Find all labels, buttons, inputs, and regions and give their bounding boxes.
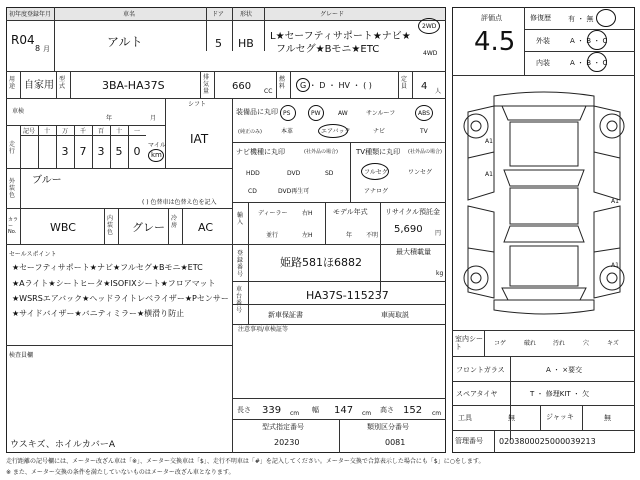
sales-line-1: ★セーフティサポート★ナビ★フルセグ★Bモニ★ETC — [12, 263, 203, 272]
mgmt-value: 0203800025000039213 — [499, 437, 596, 446]
eq-pw: PW — [311, 110, 321, 117]
import-dealer: ディーラー — [258, 210, 288, 217]
warranty-label: 新車保証書 — [268, 311, 303, 319]
model-year-label: モデル年式 — [333, 208, 368, 216]
shape-value: HB — [238, 37, 254, 50]
first-reg-month: 8 — [35, 44, 41, 53]
color-value: ブルー — [32, 175, 62, 186]
reg-number: 姫路581ほ6882 — [280, 256, 362, 269]
navi-dvd: DVD — [287, 170, 301, 177]
cat-value: 0081 — [385, 438, 406, 447]
eq-tv: TV — [420, 128, 428, 135]
capacity-value: 4 — [421, 81, 428, 92]
shift-value: IAT — [190, 132, 209, 146]
drive-2wd: 2WD — [422, 23, 437, 30]
width-label: 幅 — [312, 406, 319, 414]
tv-fullseg: フルセグ — [364, 169, 388, 176]
repair-label: 修復歴 — [530, 14, 551, 22]
tv-oneseg: ワンセグ — [408, 169, 433, 176]
grade-line-2: フルセグ★Bモニ★ETC — [276, 44, 380, 55]
interior-grade-label: 内装 — [536, 59, 550, 67]
grade-line-1: L★セーフティサポート★ナビ★ — [270, 31, 411, 42]
mileage-digit: 0 — [133, 145, 141, 158]
mileage-unit-label: 十 — [115, 128, 122, 135]
length-value: 339 — [262, 405, 282, 416]
recycle-label: リサイクル預託金 — [385, 208, 441, 216]
recycle-value: 5,690 — [394, 224, 423, 235]
tools-label: 工具 — [458, 414, 472, 422]
model-label: 型式 — [59, 76, 66, 90]
reg-label: 登録番号 — [237, 250, 244, 278]
length-label: 長さ — [237, 406, 251, 414]
eq-navi: ナビ — [373, 128, 386, 135]
height-value: 152 — [403, 405, 423, 416]
seat-item-3: 汚れ — [553, 340, 566, 347]
import-label: 輸入 — [237, 212, 244, 226]
spare-options: T ・ 修理KIT ・ 欠 — [530, 390, 590, 398]
eq-abs: ABS — [418, 110, 430, 117]
width-value: 147 — [334, 405, 354, 416]
equipment-sub: (純正のみ) — [238, 129, 262, 135]
navi-sd: SD — [325, 170, 334, 177]
damage-mark-2: A1 — [485, 171, 493, 178]
model-year-unknown: 不明 — [366, 232, 379, 239]
navi-dvdplay: DVD再生可 — [278, 188, 310, 195]
navi-cd: CD — [248, 188, 257, 195]
exterior-label: 外装 — [536, 37, 550, 45]
score-value: 4.5 — [474, 27, 516, 57]
chassis-label: 車台番号 — [236, 286, 243, 314]
chassis-value: HA37S-115237 — [306, 289, 389, 302]
mileage-digit: 5 — [115, 145, 123, 158]
color-note: ( ) 色替車は色替え色を記入 — [142, 199, 217, 206]
shift-label: シフト — [188, 101, 207, 108]
usage-label: 用途 — [9, 76, 16, 90]
interior-color-value: グレー — [132, 221, 165, 234]
cc-unit: CC — [264, 88, 273, 95]
eq-airbag: エアバック — [321, 128, 351, 135]
max-load-label: 最大積載量 — [396, 248, 431, 256]
score-label: 評価点 — [481, 14, 502, 22]
car-name-label: 車名 — [123, 11, 136, 18]
usage-value: 自家用 — [24, 80, 54, 91]
mile-label: マイル — [148, 142, 166, 149]
equipment-title: 装備品に丸印 — [236, 108, 278, 116]
spare-label: スペアタイヤ — [456, 390, 498, 398]
mileage-unit-label: 千 — [79, 128, 86, 135]
displacement-value: 660 — [232, 81, 252, 92]
ac-value: AC — [198, 221, 214, 234]
tv-title: TV種類に丸印 — [356, 148, 401, 156]
jack-value: 無 — [604, 414, 611, 422]
damage-mark-3: A1 — [611, 198, 619, 205]
damage-mark-1: A1 — [485, 138, 493, 145]
mileage-unit-label: 一 — [133, 128, 140, 135]
seat-item-4: 穴 — [583, 340, 590, 347]
inspector-title: 検査員欄 — [9, 352, 34, 359]
displacement-label: 排気量 — [203, 74, 210, 95]
model-value: 3BA-HA37S — [102, 79, 165, 92]
first-reg-year: R04 — [11, 33, 35, 47]
sales-title: セールスポイント — [9, 251, 57, 258]
interior-options: A ・ B ・ C — [570, 59, 608, 67]
repair-options: 有 ・ 無 — [568, 15, 594, 23]
navi-hdd: HDD — [246, 170, 260, 177]
check-title: 注意事項/車検証等 — [238, 326, 289, 333]
jack-label: ジャッキ — [546, 413, 574, 421]
footer-line-1: 走行距離の記号欄には、メーター改ざん車は「※」、メーター交換車は「$」、走行不明車は「#」を記入してください。メーター交換で合算表示した場合にも「$」に○をします。 — [6, 458, 485, 465]
mileage-digit: 7 — [79, 145, 87, 158]
inspection-year-label: 年 — [106, 115, 113, 122]
inspection-label: 車検 — [12, 108, 25, 115]
door-label: ドア — [212, 11, 224, 18]
tv-analog: アナログ — [364, 188, 389, 195]
seat-label: 室内シート — [455, 335, 483, 351]
recycle-yen: 円 — [435, 230, 442, 237]
mileage-unit-label: 記号 — [22, 128, 35, 135]
mileage-unit-label: 百 — [97, 128, 104, 135]
fuel-label: 燃料 — [279, 76, 286, 90]
doors-value: 5 — [215, 37, 222, 50]
ext-label: 外装色 — [9, 178, 16, 199]
month-unit: 月 — [43, 45, 50, 53]
length-unit: cm — [290, 410, 300, 417]
import-parallel: 並行 — [266, 232, 279, 239]
shape-label: 形状 — [240, 11, 253, 18]
drive-4wd: 4WD — [423, 50, 438, 57]
tv-sub: (社外品の場合) — [408, 149, 442, 155]
mileage-unit-label: 十 — [43, 128, 50, 135]
eq-aw: AW — [338, 110, 348, 117]
inspector-note: ウスキズ、ホイルカバーA — [10, 440, 115, 450]
seat-item-2: 破れ — [524, 340, 537, 347]
height-unit: cm — [432, 410, 442, 417]
repair-none-circle — [596, 9, 616, 27]
interior-b-circle — [587, 52, 607, 72]
max-load-unit: kg — [436, 270, 444, 277]
eq-sunroof: サンルーフ — [366, 110, 396, 117]
width-unit: cm — [362, 410, 372, 417]
seat-item-1: コゲ — [494, 340, 507, 347]
model-year-unit: 年 — [346, 232, 353, 239]
mgmt-label: 管理番号 — [455, 437, 483, 445]
mileage-unit-label: 万 — [61, 128, 68, 135]
inspection-month-label: 月 — [150, 115, 157, 122]
grade-label: グレード — [320, 11, 345, 18]
navi-sub: (社外品の場合) — [304, 149, 338, 155]
glass-label: フロントガラス — [456, 366, 505, 374]
mileage-label: 走行 — [9, 141, 16, 155]
interior-color-label: 内装色 — [107, 215, 114, 236]
car-damage-diagram — [454, 82, 634, 324]
cat-label: 類別区分番号 — [367, 423, 409, 431]
exterior-b-circle — [587, 30, 607, 50]
seat-item-5: キズ — [607, 340, 619, 347]
sales-line-3: ★WSRSエアバック★ヘッドライトレベライザー★Pセンサー — [12, 294, 229, 303]
exterior-options: A ・ B ・ C — [570, 37, 608, 45]
glass-options: A ・ ×要交 — [546, 366, 583, 374]
spec-label: 型式指定番号 — [262, 423, 304, 431]
footer-line-2: ※ また、メーター交換の条件を満たしていないものはメーター改ざん車となります。 — [6, 469, 235, 476]
mileage-digit: 3 — [61, 145, 69, 158]
navi-title: ナビ機種に丸印 — [236, 148, 285, 156]
capacity-unit: 人 — [435, 88, 442, 95]
damage-mark-4: A1 — [611, 262, 619, 269]
sales-line-2: ★Aライト★シートヒータ★ISOFIXシート★フロアマット — [12, 279, 216, 288]
first-reg-label: 初年度登録年月 — [9, 11, 52, 18]
km-label: km — [151, 151, 162, 159]
color-no-value: WBC — [50, 221, 76, 234]
capacity-label: 定員 — [401, 76, 408, 90]
import-right: 右H — [302, 210, 313, 217]
sales-line-4: ★サイドバイザー★バニティミラー★横滑り防止 — [12, 309, 185, 318]
fuel-value: G ・ D ・ HV ・ ( ) — [300, 81, 372, 90]
color-no-label: カラーNo. — [8, 217, 19, 235]
height-label: 高さ — [380, 406, 394, 414]
eq-ps: PS — [283, 110, 291, 117]
car-name-value: アルト — [107, 35, 143, 49]
manual-label: 車両取説 — [381, 311, 409, 319]
spec-value: 20230 — [274, 438, 300, 447]
ac-label: 冷房 — [171, 215, 178, 229]
import-left: 左H — [302, 232, 313, 239]
tools-value: 無 — [508, 414, 515, 422]
mileage-digit: 3 — [97, 145, 105, 158]
eq-leather: 本革 — [281, 128, 294, 135]
